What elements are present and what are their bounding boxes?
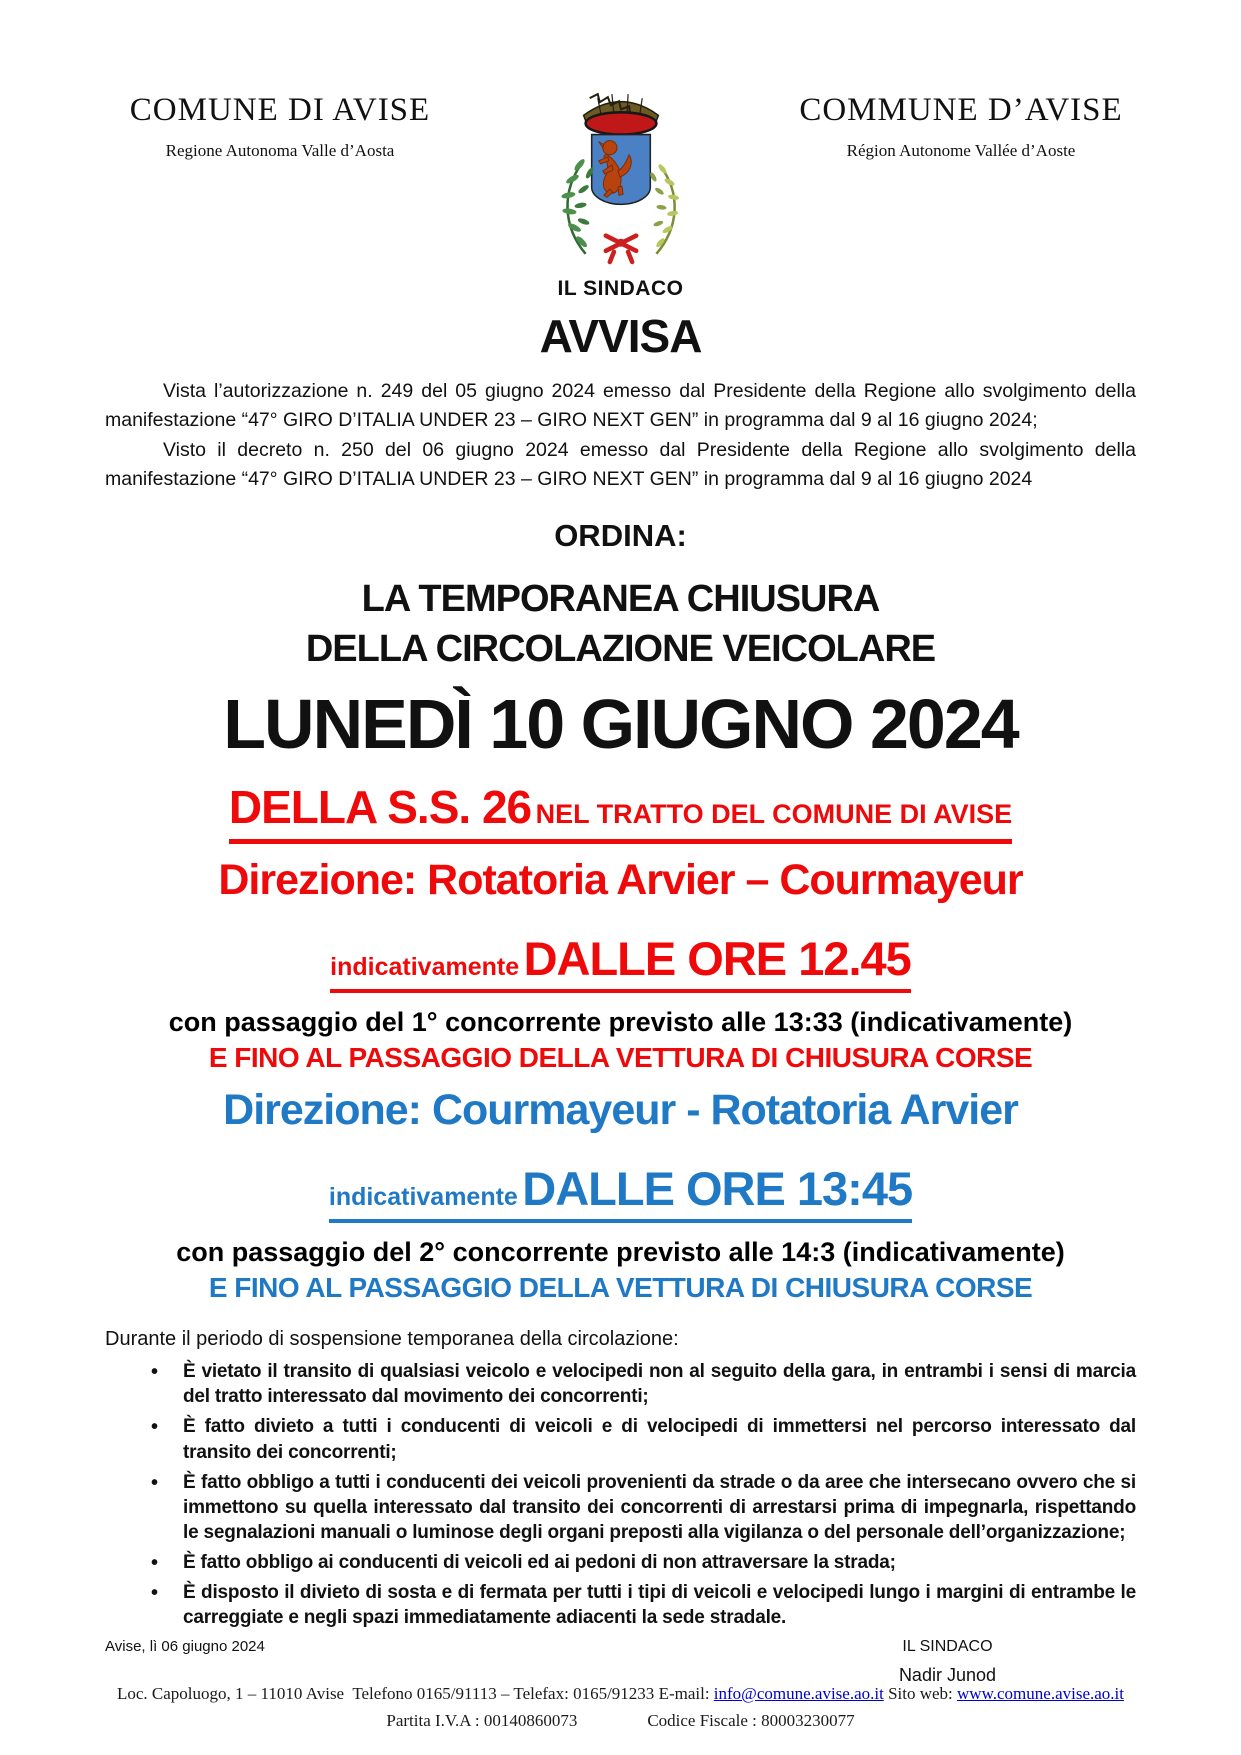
rule-item: • È vietato il transito di qualsiasi veicolo e velocipedi non al seguito della gara, in entrambi i sensi di marcia del tratto interessato dal movimento dei concorrenti; — [105, 1359, 1136, 1409]
footer-email-label: E-mail: — [658, 1684, 710, 1703]
road-detail: NEL TRATTO DEL COMUNE DI AVISE — [535, 799, 1013, 830]
footer-email-link[interactable]: info@comune.avise.ao.it — [713, 1684, 884, 1703]
rule-item: • È fatto divieto a tutti i conducenti di veicoli e di velocipedi di immettersi nel percorso interessato dal transito dei concorrenti; — [105, 1414, 1136, 1464]
footer-contact-line — [0, 1684, 1241, 1704]
shield-icon — [591, 135, 650, 205]
direction2-time-prefix: indicativamente — [328, 1183, 518, 1212]
premise-vista: Vista l’autorizzazione n. 249 del 05 giugno 2024 emesso dal Presidente della Regione allo svolgimento della manifestazione “47° GIRO D’ITALIA UNDER 23 – GIRO NEXT GEN” in programma dal 9 al 16 giugno 2024; — [105, 380, 1136, 432]
rule-item: • È fatto obbligo ai conducenti di veicoli ed ai pedoni di non attraversare la strada; — [105, 1550, 1136, 1575]
road-heading — [105, 780, 1136, 844]
closure-date-heading: LUNEDÌ 10 GIUGNO 2024 — [223, 685, 1018, 764]
footer — [0, 1684, 1241, 1731]
signature-name: Nadir Junod — [898, 1665, 996, 1686]
commune-title-it: COMUNE DI AVISE — [129, 92, 431, 128]
direction2-title: Direzione: Courmayeur - Rotatoria Arvier — [223, 1086, 1018, 1135]
direction1-until: E FINO AL PASSAGGIO DELLA VETTURA DI CHIUSURA CORSE — [208, 1042, 1033, 1074]
issuer-heading: IL SINDACO — [557, 277, 684, 300]
ordina-heading: ORDINA: — [554, 518, 687, 553]
direction2-passage: con passaggio del 2° concorrente previsto alle 14:3 (indicativamente) — [176, 1237, 1065, 1268]
footer-vat: Partita I.V.A : 00140860073 — [386, 1711, 578, 1730]
olive-branch-icon — [648, 163, 679, 254]
footer-website-link[interactable]: www.comune.avise.ao.it — [957, 1684, 1124, 1703]
direction2-time: DALLE ORE 13:45 — [522, 1162, 913, 1216]
direction1-passage: con passaggio del 1° concorrente previsto alle 13:33 (indicativamente) — [168, 1007, 1073, 1038]
direction1-time-prefix: indicativamente — [330, 953, 520, 982]
closure-heading — [105, 574, 1136, 674]
direction1-time: DALLE ORE 12.45 — [523, 932, 911, 986]
direction2-time-line — [105, 1161, 1136, 1223]
ribbon-knot-icon — [616, 239, 624, 247]
footer-fiscal-line — [0, 1711, 1241, 1731]
premises-section — [105, 377, 1136, 494]
header-right-org — [786, 92, 1136, 161]
direction1-time-line — [105, 931, 1136, 993]
direction2-until: E FINO AL PASSAGGIO DELLA VETTURA DI CHIUSURA CORSE — [208, 1272, 1033, 1304]
footer-fiscal-code: Codice Fiscale : 80003230077 — [647, 1711, 855, 1730]
direction1-title: Direzione: Rotatoria Arvier – Courmayeur — [218, 856, 1023, 905]
header-left-org — [105, 92, 455, 161]
signature-role: IL SINDACO — [902, 1638, 993, 1656]
rule-item: • È disposto il divieto di sosta e di fermata per tutti i tipi di veicoli e velocipedi lungo i margini di entrambe le carreggiate e negli spazi immediatamente adiacenti la sede stradale. — [105, 1580, 1136, 1630]
signature-block — [899, 1638, 996, 1686]
footer-web-label: Sito web: — [888, 1684, 953, 1703]
road-name: DELLA S.S. 26 — [228, 781, 532, 834]
region-subtitle-fr: Région Autonome Vallée d’Aoste — [846, 141, 1076, 160]
footer-phone: Telefono 0165/91113 – Telefax: 0165/91233 — [352, 1684, 655, 1703]
closure-line2: DELLA CIRCOLAZIONE VEICOLARE — [305, 628, 936, 671]
place-date: Avise, lì 06 giugno 2024 — [105, 1638, 265, 1656]
premise-visto: Visto il decreto n. 250 del 06 giugno 2024 emesso dal Presidente della Regione allo svolgimento della manifestazione “47° GIRO D’ITALIA UNDER 23 – GIRO NEXT GEN” in programma dal 9 al 16 giugno 2024 — [105, 438, 1136, 490]
commune-title-fr: COMMUNE D’AVISE — [799, 92, 1123, 128]
signature-row — [105, 1638, 1136, 1686]
region-subtitle-it: Regione Autonoma Valle d’Aosta — [165, 141, 395, 160]
laurel-branch-icon — [560, 158, 594, 254]
closure-line1: LA TEMPORANEA CHIUSURA — [361, 578, 880, 620]
coat-of-arms-icon — [545, 84, 697, 271]
footer-address: Loc. Capoluogo, 1 – 11010 Avise — [116, 1684, 345, 1703]
rules-intro: Durante il periodo di sospensione temporanea della circolazione: — [105, 1328, 679, 1351]
crown-icon — [583, 94, 658, 134]
avvisa-heading: AVVISA — [539, 310, 702, 362]
rules-list — [105, 1359, 1136, 1630]
rule-item: • È fatto obbligo a tutti i conducenti dei veicoli provenienti da strade o da aree che intersecano ovvero che si immettono su quella interessato dal transito dei concorrenti di arrestarsi prima di impegnarla, rispettando le segnalazioni manuali o luminose degli organi preposti alla vigilanza o del personale dell’organizzazione; — [105, 1470, 1136, 1545]
